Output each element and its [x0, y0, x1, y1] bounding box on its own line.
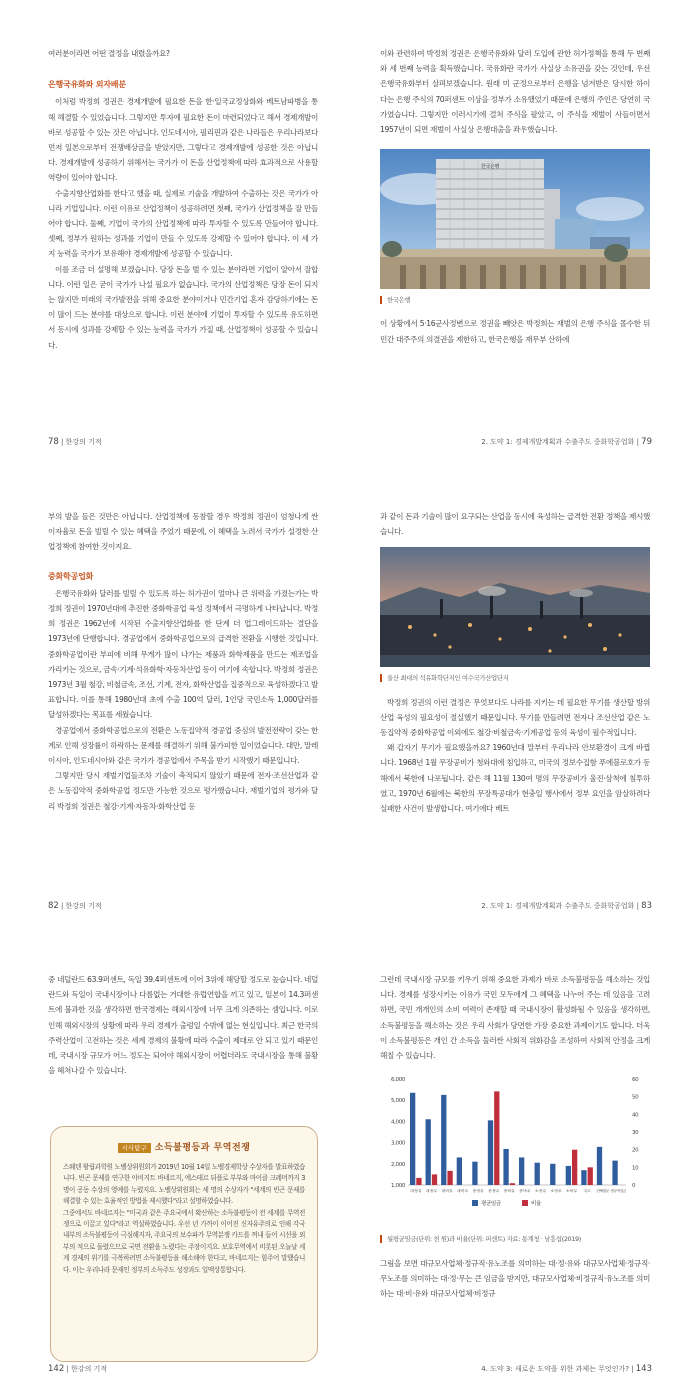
page-footer-left: 78 | 한강의 기적	[48, 437, 102, 447]
spread-2	[0, 465, 700, 930]
box-tag: 시사탐구	[118, 1143, 151, 1153]
page-number: 142	[48, 1364, 65, 1374]
bar-wage	[426, 1119, 431, 1185]
x-tick-label: 소·정·무	[550, 1189, 562, 1194]
page-143-text	[380, 972, 650, 1301]
legend-label-ratio: 비율	[531, 1201, 541, 1208]
x-tick-label: 특고	[583, 1189, 591, 1194]
x-tick-label: 대·비·유	[441, 1189, 453, 1194]
bar-wage	[457, 1158, 462, 1186]
page-number: 143	[635, 1364, 652, 1374]
page-78-text	[48, 46, 318, 353]
bank-building-image	[380, 149, 650, 289]
y-left-tick-label: 2,000	[391, 1162, 405, 1169]
bar-wage	[535, 1163, 540, 1185]
y-right-tick-label: 50	[632, 1094, 639, 1101]
box-heading: 소득불평등과 무역전쟁	[154, 1143, 251, 1153]
x-tick-label: 중·비·무	[519, 1189, 531, 1194]
box-paragraph: 그중에서도 바네르지는 "미국과 같은 주요국에서 확산하는 소득불평등이 전 세계를 무역전쟁으로 이끌고 있다"라고 역설하였습니다. 우선 년 가까이 이어진 신자유주의로 인해 각국 내부의 소득불평등이 극심해지자, 주요국의 보수파가 무역분쟁 카드를 꺼내 들어 시선을 외부의 적으로 돌렸으므로 국면 전환을 노렸다는 주장이지요. 보호무역에서 비롯된 오늘날 세계 경제의 위기를 극복하려면 소득불평등을 해소해야 한다고, 바네르지는 힘주어 말했습니다. 이는 우리나라 문재인 정부의 소득주도 성장과도 일맥상통합니다.	[63, 1208, 305, 1274]
chart-caption: 월평균임금(단위: 천 원)과 비율(단위: 퍼센트) 자료: 통계청 · 남흥섭(2019)	[380, 1232, 650, 1247]
paragraph: 이와 관련하여 박정희 정권은 은행국유화와 달러 도입에 관한 허가정책을 통해 두 번째와 세 번째 능력을 획득했습니다. 국유화란 국가가 사실상 소유권을 갖는 것인데, 우선 은행국유화부터 살펴보겠습니다. 원래 미 군정으로부터 은행을 넘겨받은 당시한 하이다는 은행 주식의 70퍼센트 이상을 정부가 소유했었기 때문에 은행의 주인은 당연히 국가였습니다. 그렇지만 이러시기에 걸쳐 주식을 팔았고, 이 주식을 재벌이 사들이면서 1957년이 되면 재벌이 사실상 은행대출을 좌우했습니다.	[380, 49, 650, 135]
paragraph: 왜 갑자기 무기가 필요했을까요? 1960년대 말부터 우리나라 안보환경이 크게 바뀝니다. 1968년 1월 무장공비가 청와대에 침입하고, 미국의 정보수집함 푸에블로호가 동해에서 북한에 나포됩니다. 같은 해 11월 130여 명의 무장공비가 울진·삼척에 침투하였고, 1970년 6월에는 북한의 무장특공대가 현충일 행사에서 정부 요인을 암살하려다 실패한 사건이 발생합니다. 여기에다 베트	[380, 743, 650, 814]
x-tick-label: 소·비·무	[566, 1189, 577, 1194]
page-footer-right: 2. 도약 1: 경제개발계획과 수출주도 중화학공업화 | 83	[481, 901, 652, 911]
paragraph: 그런데 국내시장 규모를 키우기 위해 중요한 과제가 바로 소득불평등을 해소하는 것입니다. 경제를 성장시키는 이유가 국민 모두에게 그 혜택을 나누어 주는 데 있음을 고려하면, 국민 개개인의 소비 여력이 존재할 때 국내시장이 활성화될 수 있음을 생각하면, 소득불평등을 해소하는 것은 우리 사회가 당면한 가장 중요한 과제이기도 합니다. 더욱이 소득불평등은 개인 간 소득을 둘러싼 사회적 위화감을 조성하여 사회적 안정을 크게 해칠 수 있습니다.	[380, 975, 650, 1061]
intro-line: 여러분이라면 어떤 결정을 내렸을까요?	[48, 49, 170, 58]
spread-3	[0, 930, 700, 1394]
industrial-complex-image	[380, 547, 650, 667]
page-number: 79	[641, 437, 652, 447]
y-right-tick-label: 0	[632, 1183, 636, 1190]
sidebar-box	[50, 1126, 318, 1362]
paragraph: 그렇지만 당시 재벌기업들조차 기술이 축적되지 않았기 때문에 전자·조선산업과 같은 노동집약적 중화학공업 정도만 가능한 것으로 평가했습니다. 재벌기업의 평가와 달리 박정희 정권은 철강·기계·자동차·화학산업 등	[48, 771, 318, 811]
legend-label-wage: 평균임금	[481, 1201, 501, 1208]
running-title: 한강의 기적	[71, 1365, 108, 1373]
y-left-tick-label: 4,000	[391, 1119, 405, 1126]
page-142-text	[48, 972, 318, 1078]
wage-chart-svg	[380, 1073, 650, 1223]
box-title	[63, 1135, 305, 1154]
bar-ratio	[447, 1171, 452, 1185]
x-tick-label: 중·정·유	[472, 1189, 484, 1194]
box-text	[63, 1162, 305, 1276]
paragraph: 이 상황에서 5·16군사정변으로 정권을 빼앗은 박정희는 재벌의 은행 주식을 몰수한 뒤 민간 대주주의 의결권을 제한하고, 한국은행을 재무부 산하에	[380, 319, 650, 344]
y-left-tick-label: 5,000	[391, 1098, 405, 1105]
photo-caption: 울산 최대의 석유화학단지인 여수국가산업단지	[380, 671, 650, 686]
y-right-tick-label: 60	[632, 1077, 639, 1084]
paragraph: 중 네덜란드 63.9퍼센트, 독일 39.4퍼센트에 이어 3위에 해당할 정도로 높습니다. 네덜란드와 독일이 국내시장이나 다름없는 거대한 유럽연합을 끼고 있고, 일본이 14.3퍼센트에 불과한 것을 생각하면 한국경제는 해외시장에 너무 크게 의존하는 셈입니다. 이로 인해 해외시장의 상황에 따라 우리 경제가 출렁일 수밖에 없는 현실입니다. 최근 한국의 주력산업이 고전하는 것은 세계 경제의 불황에 따라 수출이 제대로 안 되고 있기 때문인데, 국내시장 규모가 어느 정도는 되어야 해외시장이 어렵더라도 국내시장을 통해 불황을 헤쳐나갈 수 있습니다.	[48, 975, 318, 1076]
running-title: 한강의 기적	[65, 438, 102, 446]
x-tick-label: 중·정·무	[488, 1189, 500, 1194]
bar-wage	[488, 1121, 493, 1186]
y-left-tick-label: 6,000	[391, 1077, 405, 1084]
legend-swatch-ratio	[522, 1200, 528, 1206]
page-number: 78	[48, 437, 59, 447]
x-tick-label: 중·비·유	[503, 1189, 515, 1194]
running-title: 4. 도약 3: 새로운 도약을 위한 과제는 무엇인가?	[481, 1365, 629, 1373]
bar-ratio	[588, 1168, 593, 1186]
legend-swatch-wage	[472, 1200, 478, 1206]
paragraph: 박정희 정권의 이런 결정은 무엇보다도 나라를 지키는 데 필요한 무기를 생산할 방위산업 육성의 필요성이 절실했기 때문입니다. 무기를 만들려면 전자나 조선산업 같은 노동집약적 중화학공업 이외에도 철강·비철금속·기계공업 등의 육성이 필수적입니다.	[380, 697, 650, 738]
spread-1	[0, 0, 700, 465]
x-tick-label: 소·정·유	[534, 1189, 546, 1194]
page-footer-right: 4. 도약 3: 새로운 도약을 위한 과제는 무엇인가? | 143	[481, 1364, 652, 1374]
page-footer-right: 2. 도약 1: 경제개발계획과 수출주도 중화학공업화 | 79	[481, 437, 652, 447]
bar-wage	[550, 1164, 555, 1185]
page-79-text	[380, 46, 650, 347]
paragraph: 이처럼 박정희 정권은 경제개발에 필요한 돈을 한·일국교정상화와 베트남파병을 통해 해결할 수 있었습니다. 그렇지만 투자에 필요한 돈이 마련되었다고 해서 경제개발이 바로 성공할 수 있는 것은 아닙니다. 인도네시아, 필리핀과 같은 나라들은 우리나라보다 먼저 일본으로부터 전쟁배상금을 받았지만, 그렇다고 경제개발에 성공한 것은 아닙니다. 경제개발에 성공하기 위해서는 국가가 이 돈을 산업정책에 따라 효과적으로 사용할 역량이 있어야 합니다.	[48, 97, 318, 183]
paragraph: 그림을 보면 대규모사업체·정규직·유노조를 의미하는 대·정·유와 대규모사업체·정규직·무노조를 의미하는 대·정·무는 큰 임금을 받지만, 대규모사업체·비정규직·유노조를 의미하는 대·비·유와 대규모사업체·비정규	[380, 1258, 650, 1299]
y-left-tick-label: 3,000	[391, 1140, 405, 1147]
x-tick-label: 전체평균	[596, 1189, 609, 1194]
x-tick-label: 정규직임금	[610, 1189, 627, 1194]
section-heading: 중화학공업화	[48, 571, 94, 581]
paragraph: 이를 조금 더 설명해 보겠습니다. 당장 돈을 벌 수 있는 분야라면 기업이 알아서 잘합니다. 이런 일은 굳이 국가가 나설 필요가 없습니다. 국가의 산업정책은 당장 돈이 되지는 않지만 미래의 국가발전을 위해 중요한 분야이거나 민간기업 혼자 감당하기에는 돈이 많이 드는 분야를 대상으로 합니다. 이런 분야에 기업이 투자할 수 있도록 유도하면서 동시에 성과를 강제할 수 있는 능력을 국가가 가질 때, 산업정책이 성공할 수 있습니다.	[48, 264, 318, 350]
page-footer-left: 142 | 한강의 기적	[48, 1364, 108, 1374]
bar-wage	[503, 1149, 508, 1185]
paragraph: 과 같이 돈과 기술이 많이 요구되는 산업을 동시에 육성하는 급격한 전환 정책을 제시했습니다.	[380, 512, 650, 537]
page-number: 82	[48, 901, 59, 911]
running-title: 2. 도약 1: 경제개발계획과 수출주도 중화학공업화	[481, 902, 635, 910]
bar-wage	[410, 1093, 415, 1185]
x-tick-label: 대·정·유	[410, 1189, 422, 1194]
bar-wage	[597, 1147, 602, 1185]
bank-of-korea-photo	[380, 149, 650, 289]
wage-chart	[380, 1073, 650, 1228]
bar-wage	[612, 1161, 617, 1185]
bar-ratio	[494, 1092, 499, 1186]
running-title: 한강의 기적	[65, 902, 102, 910]
section-heading: 은행국유화와 외자배분	[48, 80, 126, 90]
y-right-tick-label: 30	[632, 1130, 639, 1137]
paragraph: 은행국유화와 달러를 빌릴 수 있도록 하는 허가권이 얼마나 큰 위력을 가졌는가는 박정희 정권이 1970년대에 추진한 중화학공업 육성 정책에서 극명하게 나타납니다. 박정희 정권은 1962년에 시작된 수출지향산업화를 한 단계 더 업그레이드하는 결단을 1973년에 단행합니다. 경공업에서 중화학공업으로의 급격한 전환을 시행한 것입니다. 중화학공업이란 부피에 비해 무게가 많이 나가는 제품과 화학제품을 만드는 제조업을 가리키는 것으로, 금속·기계·석유화학·자동차산업 등이 여기에 속합니다. 박정희 정권은 1973년 3월 철강, 비철금속, 조선, 기계, 전자, 화학산업을 집중적으로 육성하겠다고 발표합니다. 이를 통해 1980년대 초에 수출 100억 달러, 1인당 국민소득 1,000달러를 달성하겠다는 목표를 세웠습니다.	[48, 588, 318, 720]
x-tick-label: 대·정·무	[425, 1189, 437, 1194]
y-right-tick-label: 10	[632, 1165, 639, 1172]
bar-ratio	[432, 1175, 437, 1186]
box-paragraph: 스웨덴 왕립과학원 노벨상위원회가 2019년 10월 14일 노벨경제학상 수상자를 발표하였습니다. 빈곤 문제를 연구한 아비지트 바네르지, 에스테르 뒤플로 부부와 마이클 크레머까지 3명이 공동 수상의 영예를 누렸지요. 노벨상위원회는 세 명의 수상자가 "세계의 빈곤 문제를 해결할 수 있는 효율적인 방법을 제시했다"라고 설명하였습니다.	[63, 1163, 305, 1206]
bar-wage	[566, 1166, 571, 1185]
bar-ratio	[510, 1183, 515, 1185]
paragraph: 부의 발을 들은 것만은 아닙니다. 산업정책에 동참할 경우 박정희 정권이 엄청나게 싼 이자율로 돈을 빌릴 수 있는 혜택을 주었기 때문에, 이 혜택을 노려서 국가가 설정한 산업정책에 참여한 것이지요.	[48, 512, 318, 552]
y-right-tick-label: 20	[632, 1147, 639, 1154]
paragraph: 수출지향산업화를 한다고 했을 때, 실제로 기술을 개발하여 수출하는 것은 국가가 아니라 기업입니다. 이런 이유로 산업정책이 성공하려면 첫째, 국가가 산업정책을 잘 만들어야 합니다. 둘째, 기업이 국가의 산업정책에 따라 투자할 수 있도록 만들어야 합니다. 셋째, 정부가 원하는 성과를 기업이 만들 수 있도록 강제할 수 있어야 합니다. 이 세 가지 능력을 국가가 보유해야 경제개발에 성공할 수 있습니다.	[48, 188, 318, 259]
bar-wage	[441, 1095, 446, 1185]
building-sign: 한국은행	[481, 164, 499, 171]
photo-caption: 한국은행	[380, 293, 650, 308]
bar-wage	[581, 1170, 586, 1185]
industrial-complex-photo	[380, 547, 650, 667]
x-tick-label: 대·비·무	[457, 1189, 468, 1194]
bar-wage	[472, 1162, 477, 1185]
bar-ratio	[416, 1178, 421, 1185]
running-title: 2. 도약 1: 경제개발계획과 수출주도 중화학공업화	[481, 438, 635, 446]
bar-wage	[519, 1158, 524, 1186]
paragraph: 경공업에서 중화학공업으로의 전환은 노동집약적 경공업 중심의 발전전략이 갖는 한계로 인해 성장률이 하락하는 문제를 해결하기 위해 불가피한 일이었습니다. 대만, 말레이시아, 인도네시아와 같은 국가가 경공업에서 주목을 받기 시작했기 때문입니다.	[48, 725, 318, 766]
y-right-tick-label: 40	[632, 1112, 639, 1119]
page-footer-left: 82 | 한강의 기적	[48, 901, 102, 911]
y-left-tick-label: 1,000	[391, 1183, 405, 1190]
page-83-text	[380, 509, 650, 816]
page-82-text	[48, 509, 318, 814]
bar-ratio	[572, 1150, 577, 1185]
page-number: 83	[641, 901, 652, 911]
